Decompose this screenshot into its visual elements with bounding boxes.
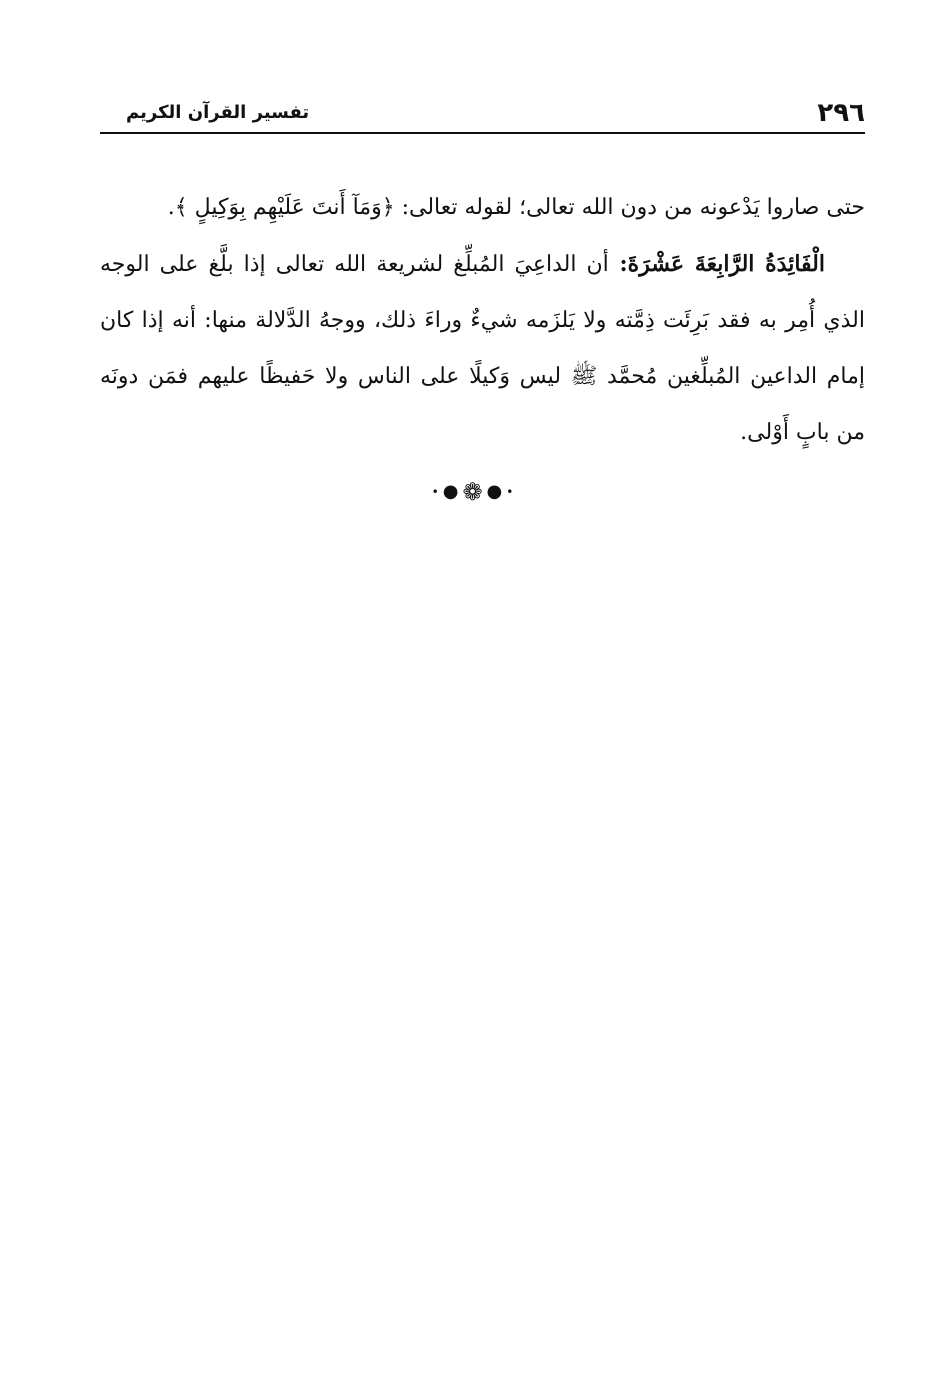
header-rule (100, 132, 865, 134)
paragraph-1-end: . (167, 195, 175, 220)
paragraph-1-text: حتى صاروا يَدْعونه من دون الله تعالى؛ لقوله تعالى: (394, 195, 865, 220)
main-text (100, 180, 865, 461)
small-dot-icon: • (506, 485, 518, 499)
paragraph-2-text: أن الداعِيَ المُبلِّغ لشريعة الله تعالى إذا بلَّغ على الوجه الذي أُمِر به فقد بَرِئَت ذِمَّته ولا يَلزَمه شيءٌ وراءَ ذلك، ووجهُ الدَّلالة منها: أنه إذا كان إمام الداعين المُبلِّغين مُحمَّد ﷺ ليس وَكيلًا على الناس ولا حَفيظًا عليهم فمَن دونَه من بابٍ أَوْلى. (100, 252, 865, 445)
quran-verse: ﴿وَمَآ أَنتَ عَلَيْهِم بِوَكِيلٍ ﴾ (174, 195, 395, 220)
flower-ornament-icon: ❁ (462, 478, 487, 506)
section-divider-ornament (0, 478, 949, 506)
benefit-heading: الْفَائِدَةُ الرَّابِعَةَ عَشْرَةَ: (608, 251, 825, 277)
running-header (100, 96, 865, 132)
small-dot-icon: • (431, 485, 443, 499)
big-dot-icon: ● (486, 481, 507, 502)
book-title: تفسير القرآن الكريم (126, 102, 310, 123)
paragraph-1 (100, 180, 865, 236)
big-dot-icon: ● (442, 481, 463, 502)
page-number: ٢٩٦ (817, 98, 865, 128)
paragraph-2 (100, 236, 865, 461)
